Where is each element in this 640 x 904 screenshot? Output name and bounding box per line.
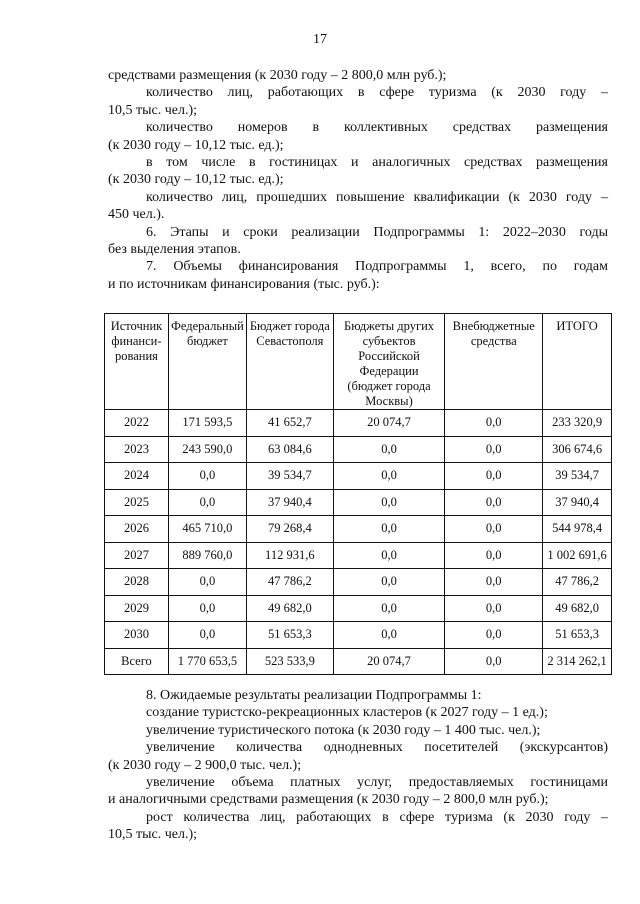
text-line: рост количества лиц, работающих в сфере туризма (к 2030 году –	[146, 809, 608, 825]
table-row	[105, 622, 612, 649]
text-line: количество лиц, работающих в сфере туризма (к 2030 году –	[146, 85, 608, 101]
text-line: (к 2030 году – 2 900,0 тыс. чел.);	[108, 757, 302, 773]
table-row	[105, 410, 612, 437]
table-cell: 2024	[105, 463, 169, 490]
table-cell: 47 786,2	[543, 569, 612, 596]
table-cell: 20 074,7	[333, 648, 445, 675]
text-line: 450 чел.).	[108, 207, 165, 223]
table-cell: 233 320,9	[543, 410, 612, 437]
table-cell: 37 940,4	[543, 489, 612, 516]
table-cell: 0,0	[333, 436, 445, 463]
table-cell: 889 760,0	[168, 542, 246, 569]
table-row	[105, 542, 612, 569]
table-cell: 0,0	[168, 569, 246, 596]
text-line: 8. Ожидаемые результаты реализации Подпрограммы 1:	[146, 688, 482, 703]
text-line: 10,5 тыс. чел.);	[108, 827, 198, 843]
text-line: 10,5 тыс. чел.);	[108, 102, 198, 118]
table-row	[105, 595, 612, 622]
table-cell: 0,0	[168, 595, 246, 622]
table-cell: 39 534,7	[246, 463, 333, 490]
top-text-block	[108, 67, 608, 293]
header-source: Источник финанси-рования	[105, 314, 169, 410]
page-number: 17	[313, 32, 327, 47]
text-line: (к 2030 году – 10,12 тыс. ед.);	[108, 137, 284, 153]
table-cell: 0,0	[333, 569, 445, 596]
text-line: 6. Этапы и сроки реализации Подпрограммы 1: 2022–2030 годы	[146, 224, 608, 240]
text-line: увеличение количества однодневных посетителей (экскурсантов)	[146, 740, 608, 756]
table-cell: 37 940,4	[246, 489, 333, 516]
header-total: ИТОГО	[543, 314, 612, 410]
text-line: увеличение туристического потока (к 2030 году – 1 400 тыс. чел.);	[146, 722, 541, 738]
table-cell: 2029	[105, 595, 169, 622]
table-cell: 2028	[105, 569, 169, 596]
table-cell: 0,0	[168, 489, 246, 516]
table-cell: 465 710,0	[168, 516, 246, 543]
table-cell: 0,0	[168, 463, 246, 490]
text-line: средствами размещения (к 2030 году – 2 800,0 млн руб.);	[108, 68, 447, 83]
table-cell: 306 674,6	[543, 436, 612, 463]
header-other-subjects: Бюджеты других субъектов Российской Федерации (бюджет города Москвы)	[333, 314, 445, 410]
table-cell: 51 653,3	[246, 622, 333, 649]
table-cell: 0,0	[445, 542, 543, 569]
table-cell: Всего	[105, 648, 169, 675]
table-cell: 523 533,9	[246, 648, 333, 675]
table-cell: 39 534,7	[543, 463, 612, 490]
bottom-text-block	[108, 687, 608, 844]
text-line: без выделения этапов.	[108, 242, 241, 258]
table-row	[105, 569, 612, 596]
table-cell: 2023	[105, 436, 169, 463]
table-header-row	[105, 314, 612, 410]
table-cell: 2 314 262,1	[543, 648, 612, 675]
table-cell: 0,0	[445, 410, 543, 437]
table-cell: 2025	[105, 489, 169, 516]
table-cell: 51 653,3	[543, 622, 612, 649]
table-cell: 1 770 653,5	[168, 648, 246, 675]
table-cell: 0,0	[445, 436, 543, 463]
table-cell: 0,0	[445, 595, 543, 622]
table-cell: 112 931,6	[246, 542, 333, 569]
table-cell: 0,0	[445, 648, 543, 675]
text-line: (к 2030 году – 10,12 тыс. ед.);	[108, 172, 284, 188]
text-line: количество лиц, прошедших повышение квалификации (к 2030 году –	[146, 189, 608, 205]
table-cell: 0,0	[333, 595, 445, 622]
header-federal: Федеральный бюджет	[168, 314, 246, 410]
table-cell: 243 590,0	[168, 436, 246, 463]
table-cell: 0,0	[445, 622, 543, 649]
table-row	[105, 489, 612, 516]
table-cell: 0,0	[333, 516, 445, 543]
table-cell: 0,0	[333, 542, 445, 569]
table-row	[105, 648, 612, 675]
table-cell: 49 682,0	[543, 595, 612, 622]
table-row	[105, 516, 612, 543]
table-cell: 0,0	[445, 516, 543, 543]
table-cell: 2026	[105, 516, 169, 543]
table-cell: 79 268,4	[246, 516, 333, 543]
text-line: в том числе в гостиницах и аналогичных средствах размещения	[146, 155, 608, 171]
table-row	[105, 436, 612, 463]
header-sevastopol: Бюджет города Севастополя	[246, 314, 333, 410]
table-cell: 0,0	[445, 489, 543, 516]
table-cell: 63 084,6	[246, 436, 333, 463]
table-cell: 544 978,4	[543, 516, 612, 543]
text-line: 7. Объемы финансирования Подпрограммы 1, всего, по годам	[146, 259, 608, 275]
table-cell: 49 682,0	[246, 595, 333, 622]
table-cell: 2027	[105, 542, 169, 569]
financing-table	[104, 313, 612, 675]
table-cell: 0,0	[333, 489, 445, 516]
header-extrabudgetary: Внебюджетные средства	[445, 314, 543, 410]
text-line: количество номеров в коллективных средствах размещения	[146, 120, 608, 136]
table-cell: 41 652,7	[246, 410, 333, 437]
text-line: создание туристско-рекреационных кластеров (к 2027 году – 1 ед.);	[146, 705, 548, 721]
text-line: увеличение объема платных услуг, предоставляемых гостиницами	[146, 775, 608, 791]
table-cell: 0,0	[445, 569, 543, 596]
table-cell: 20 074,7	[333, 410, 445, 437]
table-cell: 0,0	[168, 622, 246, 649]
table-cell: 2030	[105, 622, 169, 649]
table-cell: 0,0	[333, 622, 445, 649]
text-line: и аналогичными средствами размещения (к 2030 году – 2 800,0 млн руб.);	[108, 792, 549, 808]
table-cell: 2022	[105, 410, 169, 437]
table-cell: 1 002 691,6	[543, 542, 612, 569]
table-cell: 171 593,5	[168, 410, 246, 437]
table-cell: 47 786,2	[246, 569, 333, 596]
table-cell: 0,0	[445, 463, 543, 490]
table-row	[105, 463, 612, 490]
text-line: и по источникам финансирования (тыс. руб.):	[108, 276, 380, 292]
table-cell: 0,0	[333, 463, 445, 490]
